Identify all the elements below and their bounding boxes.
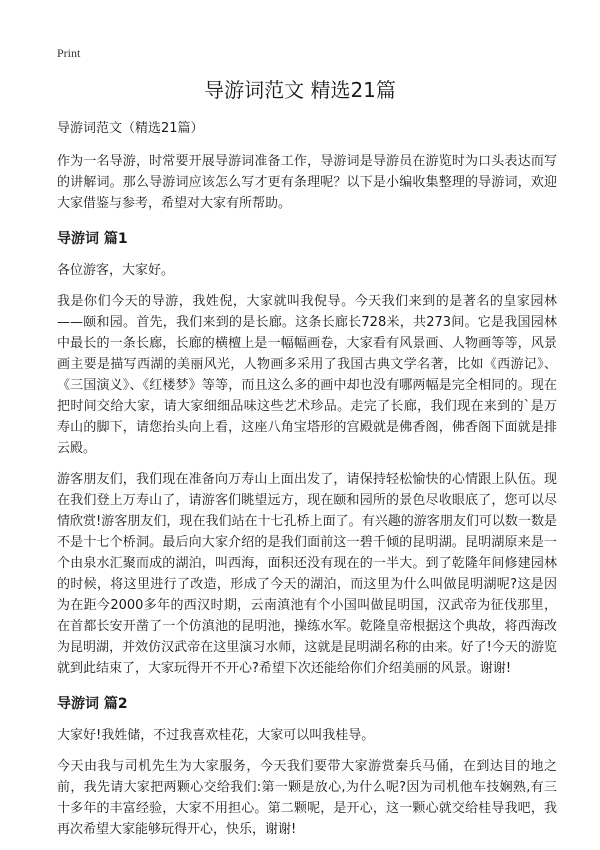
section-heading: 导游词 篇1 (57, 231, 128, 247)
section-paragraph: 我是你们今天的导游，我姓倪，大家就叫我倪导。今天我们来到的是著名的皇家园林——颐和园。首先，我们来到的是长廊。这条长廊长728米，共273间。它是我国园林中最长的一条长廊，长廊的横檀上是一幅幅画卷，大家看有风景画、人物画等等，风景画主要是描写西湖的美丽风光，人物画多采用了我国古典文学名著，比如《西游记》、《三国演义》、《红楼梦》等等，而且这么多的画中却也没有哪两幅是完全相同的。现在把时间交给大家，请大家细细品味这些艺术珍品。走完了长廊，我们现在来到的`是万寿山的脚下，请您抬头向上看，这座八角宝塔形的宫殿就是佛香阁，佛香阁下面就是排云殿。 (57, 294, 557, 456)
section-2 (57, 693, 557, 840)
document-body (57, 118, 557, 850)
document-subtitle: 导游词范文（精选21篇） (57, 121, 204, 136)
document-title: 导游词范文 精选21篇 (204, 78, 396, 102)
section-paragraph: 游客朋友们，我们现在准备向万寿山上面出发了，请保持轻松愉快的心情跟上队伍。现在我们登上万寿山了，请游客们眺望远方，现在颐和园所的景色尽收眼底了，您可以尽情欣赏!游客朋友们，现在我们站在十七孔桥上面了。有兴趣的游客朋友们可以数一数是不是十七个桥洞。最后向大家介绍的是我们面前这一碧千倾的昆明湖。昆明湖原来是一个由泉水汇聚而成的湖泊，叫西海，面积还没有现在的一半大。到了乾隆年间修建园林的时候，将这里进行了改造，形成了今天的湖泊，而这里为什么叫做昆明湖呢?这是因为在距今2000多年的西汉时期，云南滇池有个小国叫做昆明国，汉武帝为征伐那里，在首都长安开凿了一个仿滇池的昆明池，操练水军。乾隆皇帝根据这个典故，将西海改为昆明湖，并效仿汉武帝在这里演习水师，这就是昆明湖名称的由来。好了!今天的游览就到此结束了，大家玩得开不开心?希望下次还能给你们介绍美丽的风景。谢谢! (57, 472, 557, 676)
section-paragraph: 大家好!我姓储，不过我喜欢桂花，大家可以叫我桂导。 (57, 728, 375, 743)
print-link[interactable]: Print (57, 46, 81, 60)
section-heading: 导游词 篇2 (57, 696, 128, 712)
intro-paragraph: 作为一名导游，时常要开展导游词准备工作，导游词是导游员在游览时为口头表达而写的讲解词。那么导游词应该怎么写才更有条理呢？以下是小编收集整理的导游词，欢迎大家借鉴与参考，希望对大家有所帮助。 (57, 154, 557, 211)
section-paragraph: 今天由我与司机先生为大家服务，今天我们要带大家游赏秦兵马俑，在到达目的地之前，我先请大家把两颗心交给我们:第一颗是放心,为什么呢?因为司机他车技娴熟,有三十多年的丰富经验，大家不用担心。第二颗呢，是开心，这一颗心就交给桂导我吧，我再次希望大家能够玩得开心，快乐，谢谢! (57, 759, 557, 837)
section-1 (57, 228, 557, 679)
section-paragraph: 各位游客，大家好。 (57, 263, 175, 278)
